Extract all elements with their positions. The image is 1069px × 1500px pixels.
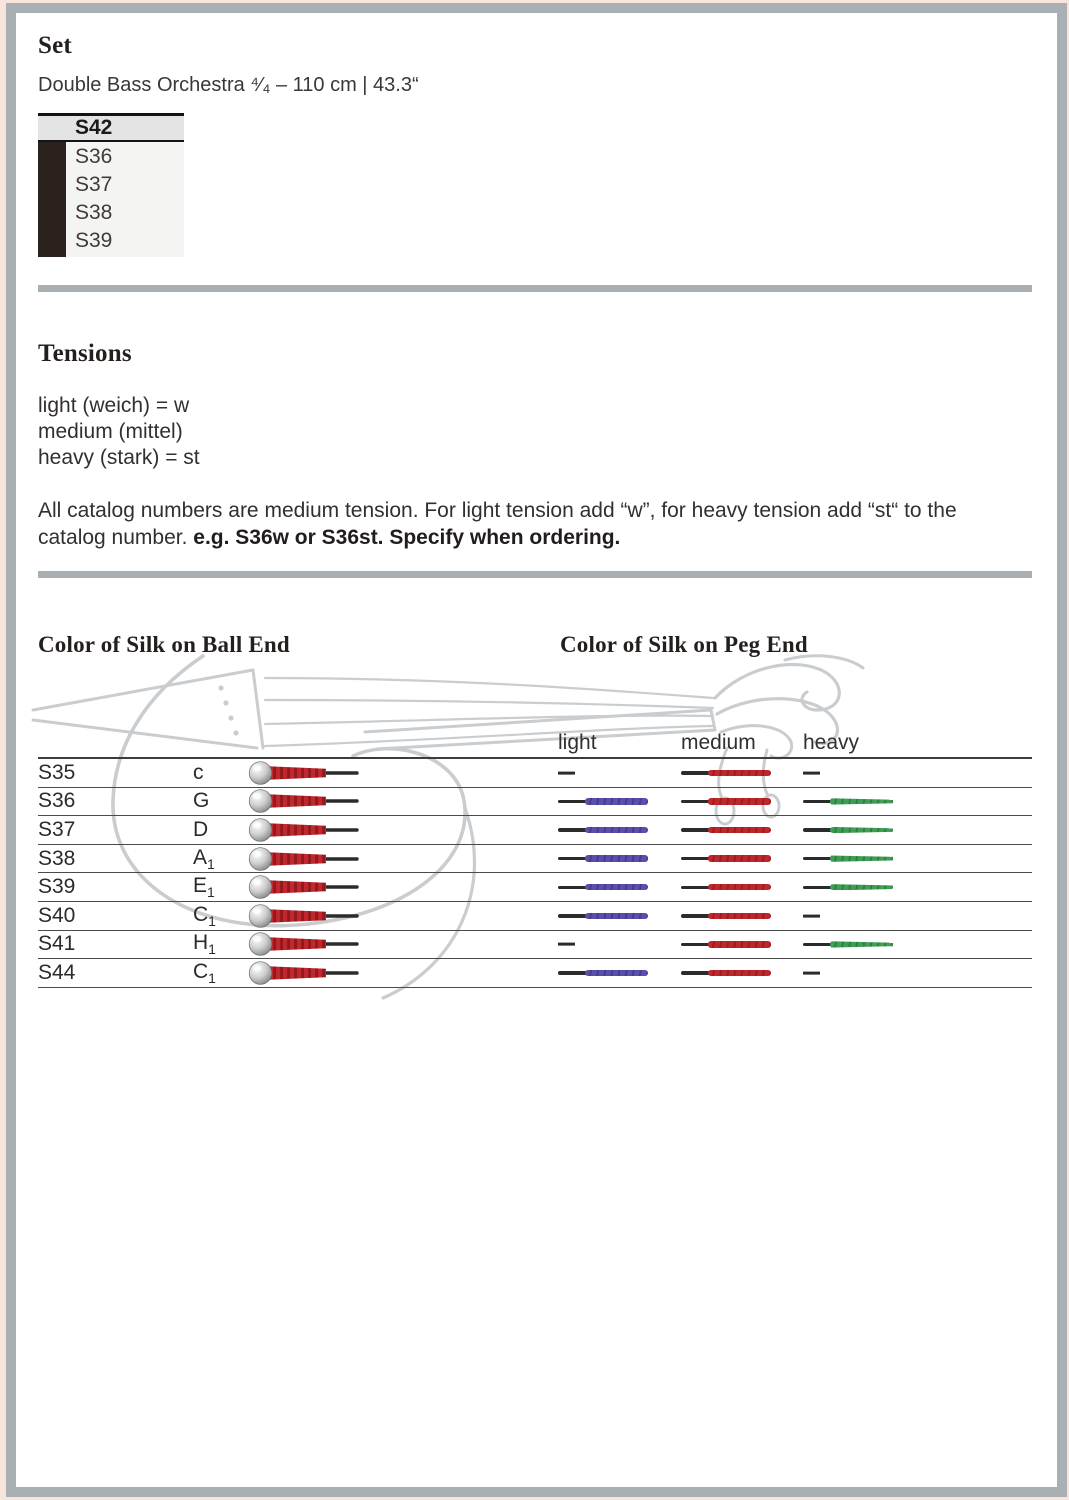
ordering-note [38, 497, 990, 551]
tension-definition-light: light (weich) = w [38, 394, 190, 417]
ordering-note-text: All catalog numbers are medium tension. For light tension add “w”, for heavy tension add “st“ to the catalog number. [38, 499, 957, 549]
silk-swatch-heavy [803, 824, 893, 836]
catalog-number: S35 [38, 760, 76, 784]
table-row [38, 788, 1032, 817]
tension-definition-heavy: heavy (stark) = st [38, 446, 200, 469]
ball-end-icon [248, 846, 360, 872]
section-divider [38, 285, 1032, 292]
catalog-number: S41 [38, 932, 76, 956]
set-table [38, 113, 184, 257]
note-name: $C_1$ [193, 959, 216, 987]
unavailable-dash-heavy [803, 771, 820, 774]
silk-swatch-medium [681, 824, 771, 836]
set-table-highlight: S42 [38, 113, 184, 142]
peg-end-heading: Color of Silk on Peg End [560, 632, 808, 657]
catalog-number: S44 [38, 960, 76, 984]
table-row [38, 931, 1032, 960]
silk-swatch-medium [681, 938, 771, 950]
silk-swatch-light [558, 881, 648, 893]
catalog-number: S37 [38, 817, 76, 841]
table-row [38, 959, 1032, 988]
unavailable-dash-heavy [803, 914, 820, 917]
column-header-medium: medium [681, 731, 756, 754]
note-name: c [193, 760, 204, 784]
note-name: $H_1$ [193, 931, 216, 958]
table-row [38, 845, 1032, 874]
ball-end-icon [248, 903, 360, 929]
ball-end-heading: Color of Silk on Ball End [38, 632, 290, 657]
silk-swatch-light [558, 853, 648, 865]
set-subtitle: Double Bass Orchestra ⁴⁄₄ – 110 cm | 43.3“ [38, 74, 419, 96]
silk-swatch-light [558, 824, 648, 836]
silk-swatch-medium [681, 767, 771, 779]
column-header-heavy: heavy [803, 731, 860, 754]
silk-swatch-medium [681, 967, 771, 979]
ordering-note-emphasis: e.g. S36w or S36st. Specify when ordering. [193, 526, 621, 549]
unavailable-dash-light [558, 943, 575, 946]
unavailable-dash-light [558, 771, 575, 774]
note-name: $E_1$ [193, 874, 215, 901]
table-row [38, 816, 1032, 845]
tension-definition-medium: medium (mittel) [38, 420, 183, 443]
silk-swatch-medium [681, 881, 771, 893]
table-row [38, 902, 1032, 931]
ball-end-icon [248, 960, 360, 986]
ball-end-icon [248, 931, 360, 957]
set-table-item: S38 [75, 201, 113, 224]
silk-swatch-heavy [803, 853, 893, 865]
column-header-light: light [558, 731, 597, 754]
set-table-item: S37 [75, 173, 113, 196]
silk-table [38, 759, 1032, 988]
silk-swatch-medium [681, 910, 771, 922]
tensions-heading: Tensions [38, 340, 132, 367]
note-name: $C_1$ [193, 902, 216, 929]
silk-swatch-light [558, 910, 648, 922]
set-table-item: S36 [75, 145, 113, 168]
note-name: $A_1$ [193, 845, 215, 872]
silk-swatch-heavy [803, 938, 893, 950]
set-table-item: S39 [75, 229, 113, 252]
table-row [38, 873, 1032, 902]
catalog-number: S36 [38, 789, 76, 813]
set-table-list [66, 142, 184, 257]
catalog-number: S40 [38, 903, 76, 927]
silk-swatch-heavy [803, 795, 893, 807]
ball-end-icon [248, 874, 360, 900]
catalog-number: S38 [38, 846, 76, 870]
set-accent-bar [38, 142, 66, 257]
silk-swatch-light [558, 795, 648, 807]
silk-swatch-medium [681, 853, 771, 865]
silk-swatch-medium [681, 795, 771, 807]
ball-end-icon [248, 788, 360, 814]
silk-swatch-light [558, 967, 648, 979]
ball-end-icon [248, 817, 360, 843]
tension-definitions [38, 393, 200, 471]
set-heading: Set [38, 32, 72, 59]
section-divider [38, 571, 1032, 578]
table-row [38, 759, 1032, 788]
catalog-number: S39 [38, 875, 76, 899]
ball-end-icon [248, 760, 360, 786]
note-name: G [193, 789, 210, 813]
unavailable-dash-heavy [803, 972, 820, 975]
note-name: D [193, 817, 209, 841]
silk-swatch-heavy [803, 881, 893, 893]
